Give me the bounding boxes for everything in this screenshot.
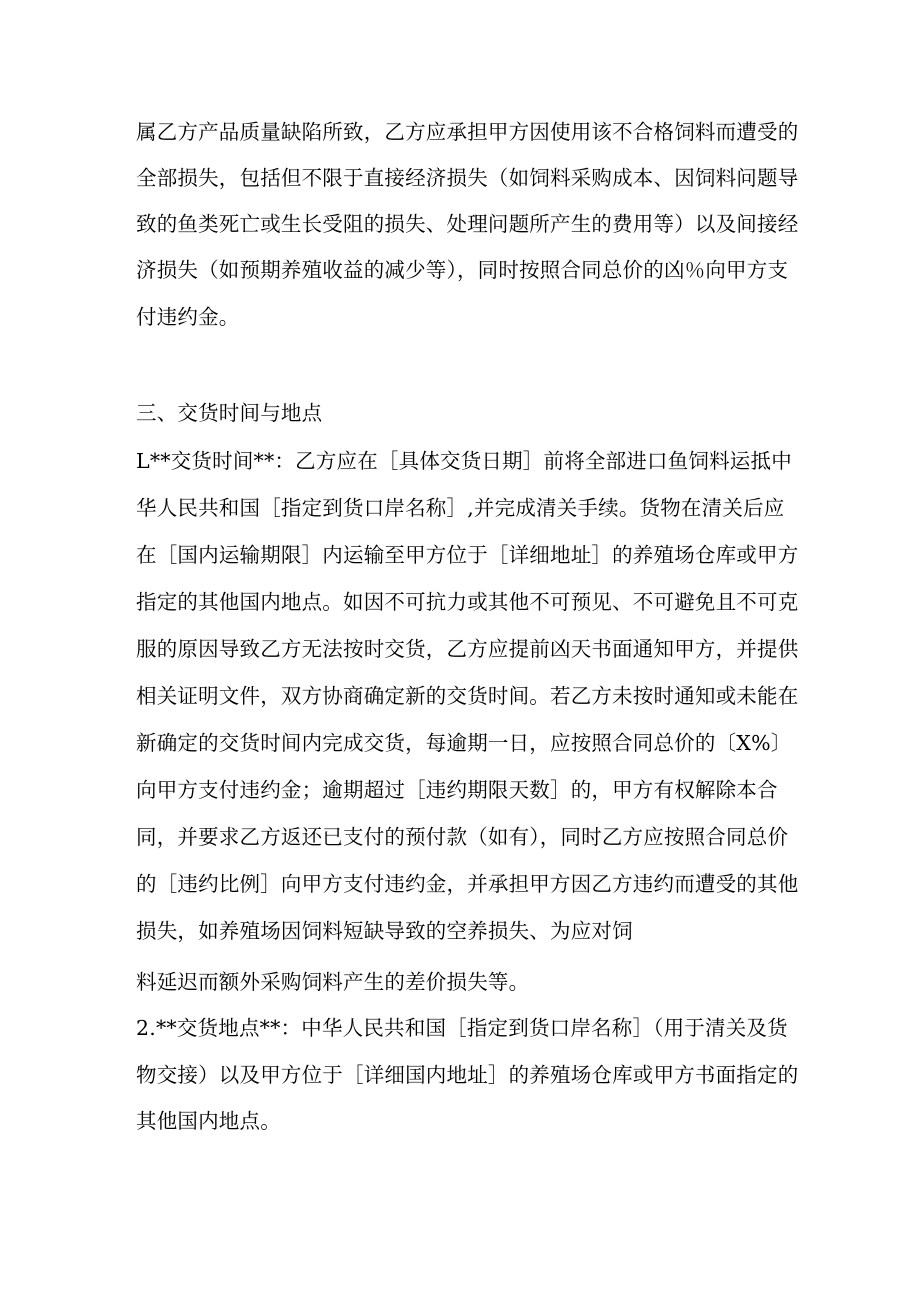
item1-line-3: 在［国内运输期限］内运输至甲方位于［详细地址］的养殖场仓库或甲方: [136, 543, 799, 567]
item1-line-7: 新确定的交货时间内完成交货，每逾期一日，应按照合同总价的〔X%〕: [136, 731, 792, 755]
item1-line-4: 指定的其他国内地点。如因不可抗力或其他不可预见、不可避免且不可克: [136, 590, 799, 614]
item1-line-5: 服的原因导致乙方无法按时交货，乙方应提前凶天书面通知甲方，并提供: [136, 637, 799, 661]
item2-line-3: 其他国内地点。: [136, 1109, 281, 1133]
item1-line-9: 同，并要求乙方返还已支付的预付款（如有），同时乙方应按照合同总价: [136, 825, 789, 849]
para1-line-3: 致的鱼类死亡或生长受阻的损失、处理问题所产生的费用等）以及间接经: [136, 212, 799, 236]
para1-line-1: 属乙方产品质量缺陷所致，乙方应承担甲方因使用该不合格饲料而遭受的: [136, 120, 799, 144]
section-heading: 三、交货时间与地点: [136, 401, 323, 425]
item1-line-11: 损失，如养殖场因饲料短缺导致的空养损失、为应对饲: [136, 919, 633, 943]
item1-line-6: 相关证明文件，双方协商确定新的交货时间。若乙方未按时通知或未能在: [136, 684, 799, 708]
item1-line-8: 向甲方支付违约金；逾期超过［违约期限天数］的，甲方有权解除本合: [136, 778, 778, 802]
item1-line-2: 华人民共和国［指定到货口岸名称］,并完成清关手续。货物在清关后应: [136, 496, 785, 520]
item2-line-1: 2.**交货地点**：中华人民共和国［指定到货口岸名称］（用于清关及货: [136, 1016, 788, 1040]
item1-line-12: 料延迟而额外采购饲料产生的差价损失等。: [136, 970, 530, 994]
item1-line-10: 的［违约比例］向甲方支付违约金，并承担甲方因乙方违约而遭受的其他: [136, 872, 799, 896]
para1-line-2: 全部损失，包括但不限于直接经济损失（如饲料采购成本、因饲料问题导: [136, 166, 799, 190]
item1-line-1: L**交货时间**：乙方应在［具体交货日期］前将全部进口鱼饲料运抵中: [136, 449, 792, 473]
item2-line-2: 物交接）以及甲方位于［详细国内地址］的养殖场仓库或甲方书面指定的: [136, 1063, 799, 1087]
para1-line-4: 济损失（如预期养殖收益的减少等），同时按照合同总价的凶％向甲方支: [136, 258, 789, 282]
para1-line-5: 付违约金。: [136, 305, 240, 329]
